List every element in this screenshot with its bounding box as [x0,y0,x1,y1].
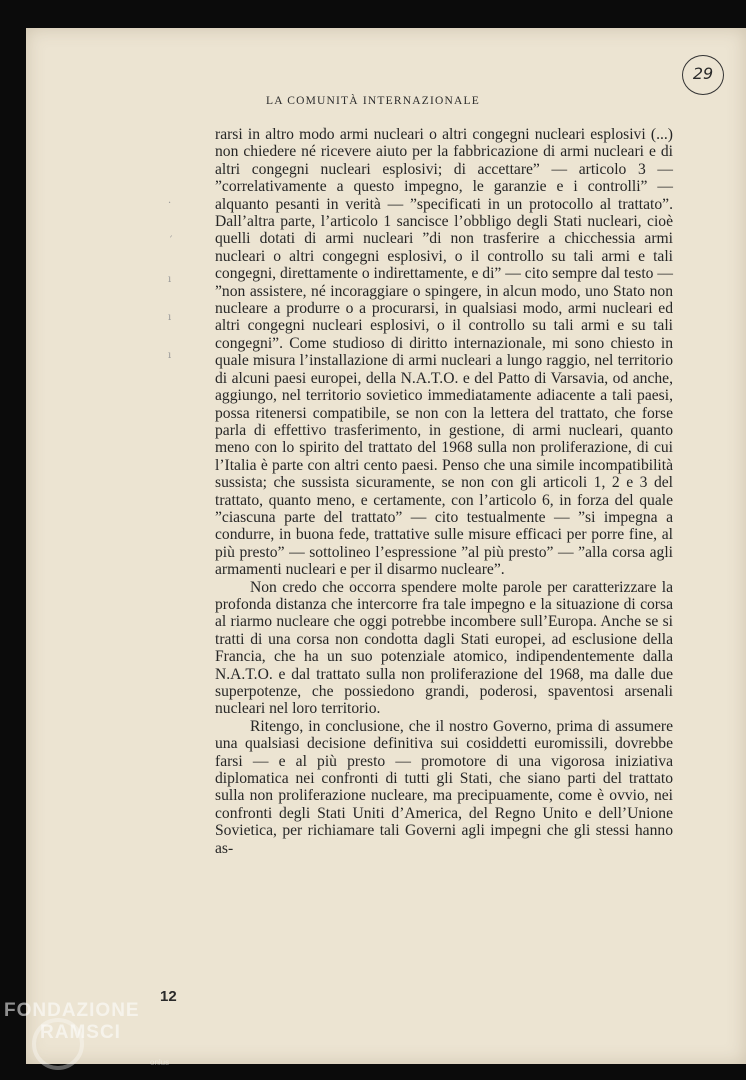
running-head: LA COMUNITÀ INTERNAZIONALE [266,95,480,107]
body-text [215,126,673,857]
page-number: 12 [160,988,177,1005]
watermark [4,1000,140,1044]
watermark-line2: RAMSCI [40,1022,121,1043]
paragraph-1: rarsi in altro modo armi nucleari o altri congegni nucleari esplosivi (...) non chiedere né ricevere aiuto per la fabbricazione di armi nucleari e di altri congegni nucleari esplosivi; di accettare” — articolo 3 — ”correlativamente a questo impegno, le garanzie e i controlli” — alquanto pesanti in verità — ”specificati in un protocollo al trattato”. Dall’altra parte, l’articolo 1 sancisce l’obbligo degli Stati nucleari, cioè quelli dotati di armi nucleari ”di non trasferire a chicchessia armi nucleari o altri congegni esplosivi, o il controllo su tali armi e tali congegni, direttamente o indirettamente, e di” — cito sempre dal testo — ”non assistere, né incoraggiare o spingere, in alcun modo, uno Stato non nucleare a produrre o a procurarsi, in qualsiasi modo, armi nucleari ed altri congegni nucleari esplosivi, o il controllo su tali armi e su tali congegni”. Come studioso di diritto internazionale, mi sono chiesto in quale misura l’installazione di armi nucleari a lungo raggio, nel territorio di alcuni paesi europei, della N.A.T.O. e del Patto di Varsavia, od anche, aggiungo, nel territorio sovietico immediatamente adiacente a tali paesi, possa ritenersi compatibile, se non con la lettera del trattato, che forse parla di effettivo trasferimento, in gestione, di armi nucleari, quanto meno con lo spirito del trattato del 1968 sulla non proliferazione, di cui l’Italia è parte con altri cento paesi. Penso che una simile incompatibilità sussista; che sussista sicuramente, se non con gli articoli 1, 2 e 3 del trattato, quanto meno, e certamente, con l’articolo 6, in forza del quale ”ciascuna parte del trattato” — cito testualmente — ”si impegna a condurre, in buona fede, trattative sulle misure efficaci per porre fine, al più presto” — sottolineo l’espressione ”al più presto” — ”alla corsa agli armamenti nucleari e per il disarmo nucleare”. [215,126,673,579]
watermark-small: onlus [150,1058,170,1067]
page-stamp: 29 [682,55,724,95]
watermark-line1: FONDAZIONE [4,1000,140,1021]
margin-marks: · ´ ı ı ı [168,198,173,361]
paragraph-3: Ritengo, in conclusione, che il nostro Governo, prima di assumere una qualsiasi decisione definitiva sui cosiddetti euromissili, dovrebbe farsi — e al più presto — promotore di una vigorosa iniziativa diplomatica nei confronti di tutti gli Stati, che siano parti del trattato sulla non proliferazione nucleare, ma precipuamente, come è ovvio, nei confronti degli Stati Uniti d’America, del Regno Unito e dell’Unione Sovietica, per richiamare tali Governi agli impegni che gli stessi hanno as- [215,717,673,857]
paragraph-2: Non credo che occorra spendere molte parole per caratterizzare la profonda distanza che intercorre fra tale impegno e la situazione di corsa al riarmo nucleare che oggi potrebbe incombere sull’Europa. Anche se si tratti di una corsa non condotta dagli Stati europei, ad esclusione della Francia, che ha un suo potenziale atomico, indipendentemente dalla N.A.T.O. e dal trattato sulla non proliferazione del 1968, ma dalle due superpotenze, che possiedono grandi, poderosi, spaventosi arsenali nucleari nel loro territorio. [215,578,673,718]
